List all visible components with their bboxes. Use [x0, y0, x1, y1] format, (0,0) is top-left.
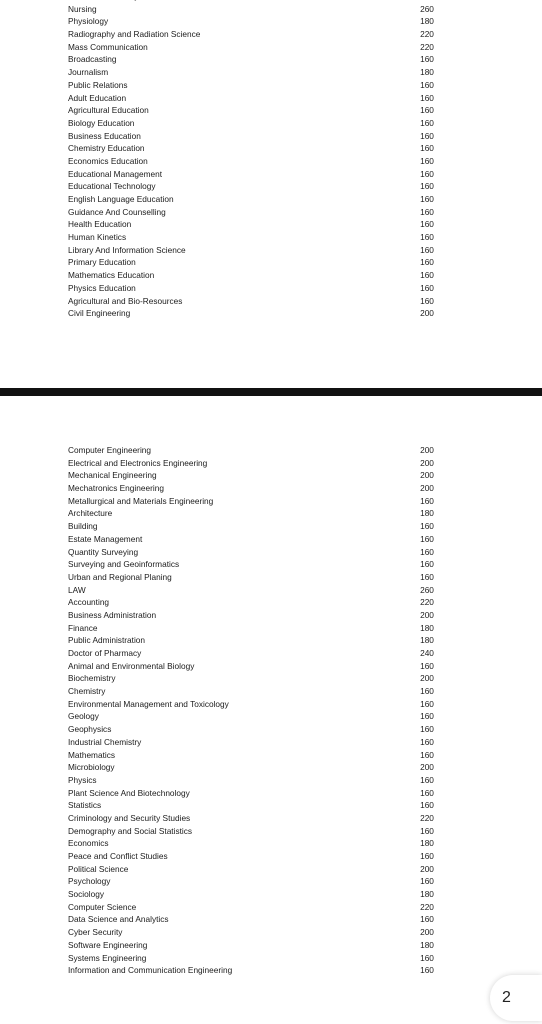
course-name: Geophysics — [68, 724, 112, 735]
course-name: Nursing — [68, 3, 97, 14]
cutoff-score: 220 — [420, 41, 434, 52]
table-row — [0, 761, 542, 774]
course-name: Agricultural and Bio-Resources — [68, 295, 183, 306]
cutoff-score: 160 — [420, 787, 434, 798]
cutoff-score: 200 — [420, 445, 434, 455]
table-row — [0, 875, 542, 888]
course-name: LAW — [68, 584, 86, 595]
course-name: Peace and Conflict Studies — [68, 851, 168, 861]
course-name: Physics — [68, 774, 97, 785]
table-row — [0, 3, 542, 16]
cutoff-score: 160 — [420, 660, 434, 671]
table-row — [0, 307, 542, 320]
course-name: Agricultural Education — [68, 105, 149, 116]
table-row — [0, 787, 542, 800]
course-name: Biochemistry — [68, 673, 116, 684]
cutoff-score: 160 — [420, 686, 434, 697]
page-number-badge: 2 — [490, 975, 542, 1021]
table-row — [0, 672, 542, 685]
cutoff-score: 160 — [420, 194, 434, 204]
course-name: Public Relations — [68, 79, 128, 90]
cutoff-score: 160 — [420, 270, 434, 281]
cutoff-score: 160 — [420, 521, 434, 532]
cutoff-score: 160 — [420, 571, 434, 582]
course-name: Economics Education — [68, 155, 148, 166]
course-name: Biology Education — [68, 117, 135, 128]
table-row — [0, 837, 542, 850]
cutoff-score: 160 — [420, 546, 434, 557]
cutoff-score: 200 — [420, 927, 434, 938]
course-name: Computer Science — [68, 901, 137, 912]
cutoff-score: 220 — [420, 901, 434, 912]
table-row — [0, 698, 542, 711]
table-row — [0, 609, 542, 622]
course-name: Psychology — [68, 876, 111, 887]
cutoff-score: 180 — [420, 508, 434, 519]
course-name: Sociology — [68, 889, 104, 900]
cutoff-score: 160 — [420, 155, 434, 166]
table-row — [0, 571, 542, 584]
course-name: Doctor of Pharmacy — [68, 648, 142, 658]
table-row — [0, 520, 542, 533]
table-row — [0, 533, 542, 546]
course-name: Human Kinetics — [68, 232, 127, 243]
cutoff-score: 160 — [420, 559, 434, 570]
cutoff-score: 160 — [420, 914, 434, 925]
cutoff-score: 200 — [420, 308, 434, 319]
course-name: Journalism — [68, 67, 109, 78]
table-row — [0, 168, 542, 181]
cutoff-score: 200 — [420, 609, 434, 620]
course-name: Systems Engineering — [68, 952, 147, 963]
cutoff-score: 200 — [420, 483, 434, 494]
table-row — [0, 193, 542, 206]
course-name: Demography and Social Statistics — [68, 825, 193, 836]
table-row — [0, 482, 542, 495]
page-divider — [0, 388, 542, 396]
course-name: Broadcasting — [68, 54, 117, 65]
table-row — [0, 584, 542, 597]
cutoff-score: 180 — [420, 838, 434, 849]
course-name: Information and Communication Engineering — [68, 965, 233, 976]
course-name: Civil Engineering — [68, 308, 131, 319]
document-page-top — [0, 0, 542, 388]
cutoff-score: 160 — [420, 851, 434, 861]
table-row — [0, 710, 542, 723]
table-row — [0, 155, 542, 168]
cutoff-score: 180 — [420, 635, 434, 646]
cutoff-score: 160 — [420, 965, 434, 976]
table-row — [0, 130, 542, 143]
cutoff-score: 160 — [420, 295, 434, 306]
course-name: Adult Education — [68, 92, 127, 103]
table-row — [0, 256, 542, 269]
cutoff-score: 160 — [420, 92, 434, 103]
cutoff-score: 160 — [420, 282, 434, 293]
cutoff-score: 200 — [420, 762, 434, 773]
course-name: Mathematics — [68, 749, 116, 760]
table-row — [0, 926, 542, 939]
course-name: Physiology — [68, 16, 109, 27]
cutoff-score: 160 — [420, 736, 434, 747]
cutoff-score: 180 — [420, 622, 434, 633]
table-row — [0, 66, 542, 79]
course-name: Primary Education — [68, 257, 136, 268]
course-name: Computer Engineering — [68, 445, 152, 455]
table-row — [0, 53, 542, 66]
cutoff-score: 160 — [420, 219, 434, 230]
course-name: Estate Management — [68, 533, 143, 544]
table-row — [0, 812, 542, 825]
course-name: Library And Information Science — [68, 244, 186, 255]
table-row — [0, 206, 542, 219]
table-row — [0, 799, 542, 812]
cutoff-score: 220 — [420, 29, 434, 40]
course-name: Mathematics Education — [68, 270, 155, 281]
course-name: Animal and Environmental Biology — [68, 660, 195, 671]
table-row — [0, 15, 542, 28]
cutoff-score: 160 — [420, 495, 434, 506]
table-row — [0, 495, 542, 508]
cutoff-score: 160 — [420, 79, 434, 90]
table-row — [0, 634, 542, 647]
cutoff-score: 160 — [420, 698, 434, 709]
cutoff-score: 160 — [420, 724, 434, 735]
table-row — [0, 596, 542, 609]
table-row — [0, 964, 542, 977]
course-name: Chemistry Education — [68, 143, 145, 154]
cutoff-score: 180 — [420, 889, 434, 900]
cutoff-score: 200 — [420, 863, 434, 874]
cutoff-score: 220 — [420, 812, 434, 823]
cutoff-score: 160 — [420, 800, 434, 811]
table-row — [0, 825, 542, 838]
course-name: Microbiology — [68, 762, 115, 773]
table-row — [0, 79, 542, 92]
course-name: Guidance And Counselling — [68, 206, 166, 217]
cutoff-score: 180 — [420, 16, 434, 27]
table-row — [0, 104, 542, 117]
course-name: Educational Management — [68, 168, 163, 179]
cutoff-score: 160 — [420, 54, 434, 65]
cutoff-score: 160 — [420, 168, 434, 179]
course-name: Building — [68, 521, 98, 532]
cutoff-score: 160 — [420, 181, 434, 192]
table-row — [0, 117, 542, 130]
table-row — [0, 774, 542, 787]
course-name: Business Education — [68, 130, 141, 141]
cutoff-score: 160 — [420, 825, 434, 836]
table-row — [0, 295, 542, 308]
cutoff-score: 160 — [420, 117, 434, 128]
cutoff-score: 180 — [420, 67, 434, 78]
course-name: Industrial Chemistry — [68, 736, 142, 747]
cutoff-score: 160 — [420, 130, 434, 141]
table-row — [0, 723, 542, 736]
course-name: Educational Technology — [68, 181, 156, 192]
cutoff-score: 200 — [420, 470, 434, 481]
table-row — [0, 41, 542, 54]
course-name: Chemistry — [68, 686, 106, 697]
table-row — [0, 558, 542, 571]
course-name: Criminology and Security Studies — [68, 812, 191, 823]
cutoff-score: 160 — [420, 232, 434, 243]
table-row — [0, 218, 542, 231]
table-row — [0, 469, 542, 482]
cutoff-score: 160 — [420, 749, 434, 760]
course-name: Economics — [68, 838, 109, 849]
cutoff-score: 260 — [420, 584, 434, 595]
cutoff-score: 180 — [420, 939, 434, 950]
table-row — [0, 685, 542, 698]
course-list-top — [0, 0, 542, 320]
table-row — [0, 142, 542, 155]
table-row — [0, 507, 542, 520]
cutoff-score: 160 — [420, 774, 434, 785]
cutoff-score: 240 — [420, 648, 434, 658]
course-name: Electrical and Electronics Engineering — [68, 457, 208, 468]
table-row — [0, 180, 542, 193]
cutoff-score: 160 — [420, 257, 434, 268]
course-name: Accounting — [68, 597, 110, 608]
course-name: Metallurgical and Materials Engineering — [68, 495, 214, 506]
cutoff-score: 160 — [420, 876, 434, 887]
table-row — [0, 850, 542, 863]
course-name: Statistics — [68, 800, 102, 811]
course-name: Business Administration — [68, 609, 157, 620]
course-name: English Language Education — [68, 194, 174, 204]
course-name: Geology — [68, 711, 99, 722]
table-row — [0, 863, 542, 876]
course-name: Mechatronics Engineering — [68, 483, 164, 494]
course-name: Data Science and Analytics — [68, 914, 169, 925]
table-row — [0, 92, 542, 105]
cutoff-score: 160 — [420, 952, 434, 963]
table-row — [0, 546, 542, 559]
table-row — [0, 244, 542, 257]
course-name: Plant Science And Biotechnology — [68, 787, 190, 798]
cutoff-score: 160 — [420, 533, 434, 544]
table-row — [0, 952, 542, 965]
table-row — [0, 444, 542, 457]
cutoff-score: 160 — [420, 206, 434, 217]
cutoff-score: 160 — [420, 105, 434, 116]
course-name: Radiography and Radiation Science — [68, 29, 201, 40]
table-row — [0, 913, 542, 926]
table-row — [0, 749, 542, 762]
table-row — [0, 28, 542, 41]
cutoff-score: 220 — [420, 597, 434, 608]
table-row — [0, 231, 542, 244]
course-name: Mass Communication — [68, 41, 148, 52]
course-name: Public Administration — [68, 635, 146, 646]
course-name: Mechanical Engineering — [68, 470, 157, 481]
course-name: Physics Education — [68, 282, 136, 293]
table-row — [0, 622, 542, 635]
table-row — [0, 647, 542, 660]
table-row — [0, 901, 542, 914]
cutoff-score: 200 — [420, 673, 434, 684]
course-list-bottom — [0, 444, 542, 977]
table-row — [0, 939, 542, 952]
course-name: Health Education — [68, 219, 132, 230]
cutoff-score: 160 — [420, 143, 434, 154]
course-name: Political Science — [68, 863, 129, 874]
table-row — [0, 269, 542, 282]
course-name: Finance — [68, 622, 98, 633]
cutoff-score: 160 — [420, 244, 434, 255]
table-row — [0, 888, 542, 901]
course-name: Software Engineering — [68, 939, 148, 950]
cutoff-score: 200 — [420, 457, 434, 468]
course-name: Cyber Security — [68, 927, 123, 938]
course-name: Surveying and Geoinformatics — [68, 559, 180, 570]
course-name: Architecture — [68, 508, 113, 519]
cutoff-score: 260 — [420, 3, 434, 14]
table-row — [0, 660, 542, 673]
course-name: Urban and Regional Planing — [68, 571, 172, 582]
document-page-bottom — [0, 396, 542, 1024]
table-row — [0, 736, 542, 749]
course-name: Environmental Management and Toxicology — [68, 698, 229, 709]
table-row — [0, 282, 542, 295]
table-row — [0, 457, 542, 470]
course-name: Quantity Surveying — [68, 546, 139, 557]
cutoff-score: 160 — [420, 711, 434, 722]
